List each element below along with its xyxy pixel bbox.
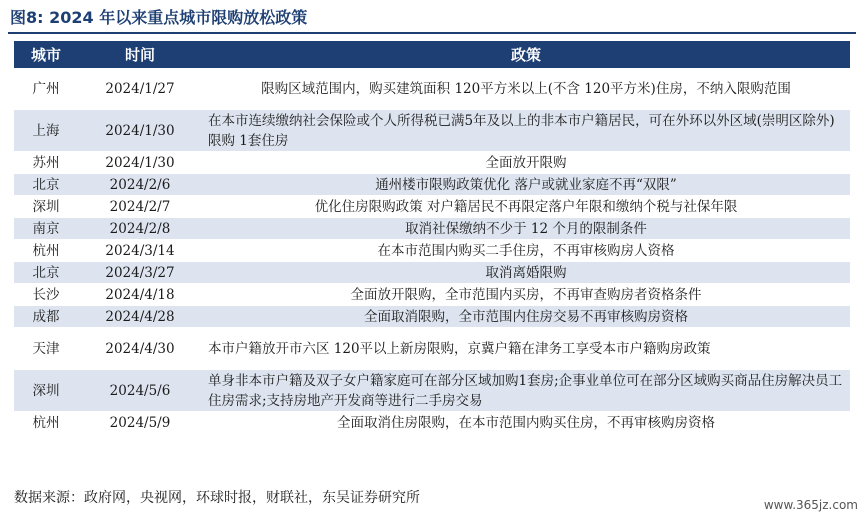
row-date: 2024/4/18 (78, 284, 202, 306)
row-city: 天津 (14, 328, 78, 370)
row-city: 苏州 (14, 152, 78, 174)
title-divider (8, 32, 856, 34)
row-city: 杭州 (14, 412, 78, 434)
row-policy: 单身非本市户籍及双子女户籍家庭可在部分区域加购1套房;企事业单位可在部分区域购买商品住房解决员工住房需求;支持房地产开发商等进行二手房交易 (202, 370, 850, 412)
table-row (14, 218, 850, 240)
row-city: 北京 (14, 262, 78, 284)
header-city: 城市 (14, 41, 78, 68)
row-city: 深圳 (14, 196, 78, 218)
policy-table (14, 41, 850, 434)
table-row (14, 240, 850, 262)
row-date: 2024/3/27 (78, 262, 202, 284)
row-date: 2024/1/30 (78, 110, 202, 152)
table-row (14, 110, 850, 152)
row-policy: 全面取消限购，全市范围内住房交易不再审核购房资格 (202, 306, 850, 328)
figure-title: 图8: 2024 年以来重点城市限购放松政策 (10, 8, 308, 27)
row-policy: 本市户籍放开市六区 120平以上新房限购，京冀户籍在津务工享受本市户籍购房政策 (202, 328, 850, 370)
row-policy: 全面取消住房限购，在本市范围内购买住房，不再审核购房资格 (202, 412, 850, 434)
row-policy: 在本市范围内购买二手住房，不再审核购房人资格 (202, 240, 850, 262)
row-city: 上海 (14, 110, 78, 152)
row-policy: 取消社保缴纳不少于 12 个月的限制条件 (202, 218, 850, 240)
table-row (14, 196, 850, 218)
row-date: 2024/2/8 (78, 218, 202, 240)
row-date: 2024/4/28 (78, 306, 202, 328)
row-date: 2024/5/9 (78, 412, 202, 434)
row-city: 广州 (14, 68, 78, 110)
table-row (14, 284, 850, 306)
row-policy: 取消离婚限购 (202, 262, 850, 284)
row-policy: 全面放开限购，全市范围内买房，不再审查购房者资格条件 (202, 284, 850, 306)
table-header-row (14, 41, 850, 68)
row-city: 杭州 (14, 240, 78, 262)
table-row (14, 152, 850, 174)
row-date: 2024/5/6 (78, 370, 202, 412)
table-row (14, 412, 850, 434)
row-policy: 优化住房限购政策 对户籍居民不再限定落户年限和缴纳个税与社保年限 (202, 196, 850, 218)
row-city: 深圳 (14, 370, 78, 412)
header-policy: 政策 (202, 41, 850, 68)
table-row (14, 174, 850, 196)
table-row (14, 370, 850, 412)
row-policy: 通州楼市限购政策优化 落户或就业家庭不再“双限” (202, 174, 850, 196)
watermark: www.365jz.com (763, 498, 858, 512)
row-date: 2024/1/27 (78, 68, 202, 110)
row-date: 2024/2/6 (78, 174, 202, 196)
row-date: 2024/4/30 (78, 328, 202, 370)
row-policy: 限购区域范围内，购买建筑面积 120平方米以上(不含 120平方米)住房，不纳入限购范围 (202, 68, 850, 110)
table-row (14, 328, 850, 370)
source-note: 数据来源：政府网，央视网，环球时报，财联社，东吴证券研究所 (14, 490, 420, 506)
row-date: 2024/2/7 (78, 196, 202, 218)
row-policy: 在本市连续缴纳社会保险或个人所得税已满5年及以上的非本市户籍居民，可在外环以外区域(崇明区除外)限购 1套住房 (202, 110, 850, 152)
table-row (14, 262, 850, 284)
table-row (14, 68, 850, 110)
table-row (14, 306, 850, 328)
row-date: 2024/3/14 (78, 240, 202, 262)
row-city: 长沙 (14, 284, 78, 306)
row-city: 北京 (14, 174, 78, 196)
row-policy: 全面放开限购 (202, 152, 850, 174)
row-date: 2024/1/30 (78, 152, 202, 174)
header-date: 时间 (78, 41, 202, 68)
row-city: 南京 (14, 218, 78, 240)
row-city: 成都 (14, 306, 78, 328)
